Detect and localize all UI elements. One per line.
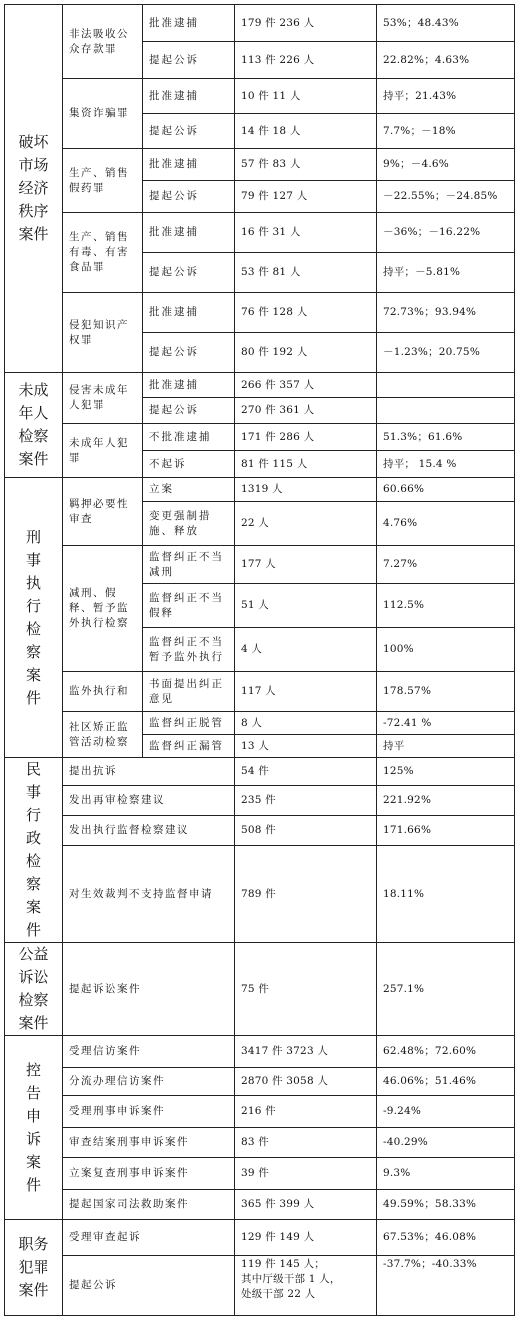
action-label: 监督纠正漏管 (143, 735, 235, 758)
action-label: 立案 (143, 478, 235, 502)
change-cell: 221.92% (377, 786, 515, 815)
change-cell: -37.7%；-40.33% (377, 1256, 515, 1316)
count-cell: 80 件 192 人 (235, 333, 377, 373)
item-label: 受理刑事申诉案件 (63, 1096, 235, 1128)
crime-label: 社区矫正监管活动检察 (63, 712, 143, 758)
change-cell: -40.29% (377, 1128, 515, 1158)
count-cell: 79 件 127 人 (235, 181, 377, 213)
change-cell: 62.48%；72.60% (377, 1036, 515, 1068)
action-label: 批准逮捕 (143, 149, 235, 181)
action-label: 批准逮捕 (143, 213, 235, 253)
action-label: 批准逮捕 (143, 5, 235, 42)
count-cell: 270 件 361 人 (235, 398, 377, 424)
change-cell: 112.5% (377, 584, 515, 628)
change-cell (377, 373, 515, 398)
item-label: 提出抗诉 (63, 758, 235, 786)
action-label: 批准逮捕 (143, 373, 235, 398)
count-cell: 119 件 145 人； 其中厅级干部 1 人， 处级干部 22 人 (235, 1256, 377, 1316)
count-cell: 75 件 (235, 943, 377, 1036)
change-cell: 18.11% (377, 846, 515, 943)
item-label: 发出再审检察建议 (63, 786, 235, 815)
change-cell: 持平；－5.81% (377, 253, 515, 293)
change-cell (377, 398, 515, 424)
action-label: 监督纠正不当减刑 (143, 546, 235, 584)
change-cell: -72.41 % (377, 712, 515, 735)
crime-label: 生产、销售假药罪 (63, 149, 143, 213)
category-duty: 职务 犯罪 案件 (5, 1220, 63, 1316)
change-cell: 60.66% (377, 478, 515, 502)
crime-label: 未成年人犯罪 (63, 424, 143, 478)
change-cell: 257.1% (377, 943, 515, 1036)
item-label: 提起诉讼案件 (63, 943, 235, 1036)
count-cell: 14 件 18 人 (235, 114, 377, 149)
change-cell: 9.3% (377, 1158, 515, 1190)
crime-label: 监外执行和 (63, 672, 143, 712)
item-label: 分流办理信访案件 (63, 1068, 235, 1096)
count-cell: 216 件 (235, 1096, 377, 1128)
count-cell: 10 件 11 人 (235, 79, 377, 114)
item-label: 提起公诉 (63, 1256, 235, 1316)
count-cell: 789 件 (235, 846, 377, 943)
action-label: 批准逮捕 (143, 293, 235, 333)
action-label: 批准逮捕 (143, 79, 235, 114)
item-label: 提起国家司法救助案件 (63, 1190, 235, 1220)
change-cell: －36%；－16.22% (377, 213, 515, 253)
count-cell: 117 人 (235, 672, 377, 712)
crime-label: 减刑、假释、暂予监外执行检察 (63, 546, 143, 672)
crime-label: 羁押必要性审查 (63, 478, 143, 546)
change-cell: 持平；21.43% (377, 79, 515, 114)
category-complaint: 控 告 申 诉 案 件 (5, 1036, 63, 1220)
action-label: 变更强制措施、释放 (143, 502, 235, 546)
action-label: 提起公诉 (143, 181, 235, 213)
count-cell: 16 件 31 人 (235, 213, 377, 253)
change-cell: 46.06%；51.46% (377, 1068, 515, 1096)
count-cell: 179 件 236 人 (235, 5, 377, 42)
count-cell: 22 人 (235, 502, 377, 546)
count-cell: 54 件 (235, 758, 377, 786)
change-cell: 4.76% (377, 502, 515, 546)
change-cell: 7.7%；－18% (377, 114, 515, 149)
change-cell: 49.59%；58.33% (377, 1190, 515, 1220)
category-civil: 民 事 行 政 检 察 案 件 (5, 758, 63, 943)
change-cell: －1.23%；20.75% (377, 333, 515, 373)
change-cell: 72.73%；93.94% (377, 293, 515, 333)
change-cell: 67.53%；46.08% (377, 1220, 515, 1256)
count-cell: 129 件 149 人 (235, 1220, 377, 1256)
crime-label: 侵犯知识产权罪 (63, 293, 143, 373)
change-cell: 171.66% (377, 815, 515, 846)
count-cell: 57 件 83 人 (235, 149, 377, 181)
action-label: 监督纠正不当假释 (143, 584, 235, 628)
category-penal: 刑 事 执 行 检 察 案 件 (5, 478, 63, 758)
change-cell: 22.82%；4.63% (377, 42, 515, 79)
count-cell: 171 件 286 人 (235, 424, 377, 451)
count-cell: 83 件 (235, 1128, 377, 1158)
action-label: 提起公诉 (143, 253, 235, 293)
item-label: 受理信访案件 (63, 1036, 235, 1068)
change-cell: －22.55%；－24.85% (377, 181, 515, 213)
count-cell: 76 件 128 人 (235, 293, 377, 333)
count-cell: 266 件 357 人 (235, 373, 377, 398)
category-market: 破坏 市场 经济 秩序 案件 (5, 5, 63, 373)
category-minor: 未成 年人 检察 案件 (5, 373, 63, 478)
action-label: 提起公诉 (143, 42, 235, 79)
count-cell: 13 人 (235, 735, 377, 758)
count-cell: 113 件 226 人 (235, 42, 377, 79)
action-label: 监督纠正脱管 (143, 712, 235, 735)
count-cell: 81 件 115 人 (235, 451, 377, 478)
change-cell: 持平； 15.4 % (377, 451, 515, 478)
action-label: 书面提出纠正意见 (143, 672, 235, 712)
action-label: 提起公诉 (143, 398, 235, 424)
change-cell: 51.3%；61.6% (377, 424, 515, 451)
action-label: 提起公诉 (143, 114, 235, 149)
change-cell: 178.57% (377, 672, 515, 712)
count-cell: 3417 件 3723 人 (235, 1036, 377, 1068)
item-label: 审查结案刑事申诉案件 (63, 1128, 235, 1158)
action-label: 提起公诉 (143, 333, 235, 373)
change-cell: -9.24% (377, 1096, 515, 1128)
crime-label: 集资诈骗罪 (63, 79, 143, 149)
item-label: 发出执行监督检察建议 (63, 815, 235, 846)
category-public: 公益 诉讼 检察 案件 (5, 943, 63, 1036)
change-cell: 持平 (377, 735, 515, 758)
change-cell: 7.27% (377, 546, 515, 584)
crime-label: 非法吸收公众存款罪 (63, 5, 143, 79)
action-label: 监督纠正不当暂予监外执行 (143, 628, 235, 672)
count-cell: 51 人 (235, 584, 377, 628)
count-cell: 2870 件 3058 人 (235, 1068, 377, 1096)
item-label: 受理审查起诉 (63, 1220, 235, 1256)
count-cell: 39 件 (235, 1158, 377, 1190)
action-label: 不批准逮捕 (143, 424, 235, 451)
item-label: 立案复查刑事申诉案件 (63, 1158, 235, 1190)
count-cell: 1319 人 (235, 478, 377, 502)
crime-label: 侵害未成年人犯罪 (63, 373, 143, 424)
item-label: 对生效裁判不支持监督申请 (63, 846, 235, 943)
count-cell: 4 人 (235, 628, 377, 672)
statistics-table (4, 4, 515, 1316)
count-cell: 365 件 399 人 (235, 1190, 377, 1220)
count-cell: 508 件 (235, 815, 377, 846)
count-cell: 235 件 (235, 786, 377, 815)
count-cell: 53 件 81 人 (235, 253, 377, 293)
count-cell: 8 人 (235, 712, 377, 735)
change-cell: 125% (377, 758, 515, 786)
count-cell: 177 人 (235, 546, 377, 584)
change-cell: 100% (377, 628, 515, 672)
change-cell: 9%；－4.6% (377, 149, 515, 181)
change-cell: 53%；48.43% (377, 5, 515, 42)
action-label: 不起诉 (143, 451, 235, 478)
crime-label: 生产、销售有毒、有害食品罪 (63, 213, 143, 293)
